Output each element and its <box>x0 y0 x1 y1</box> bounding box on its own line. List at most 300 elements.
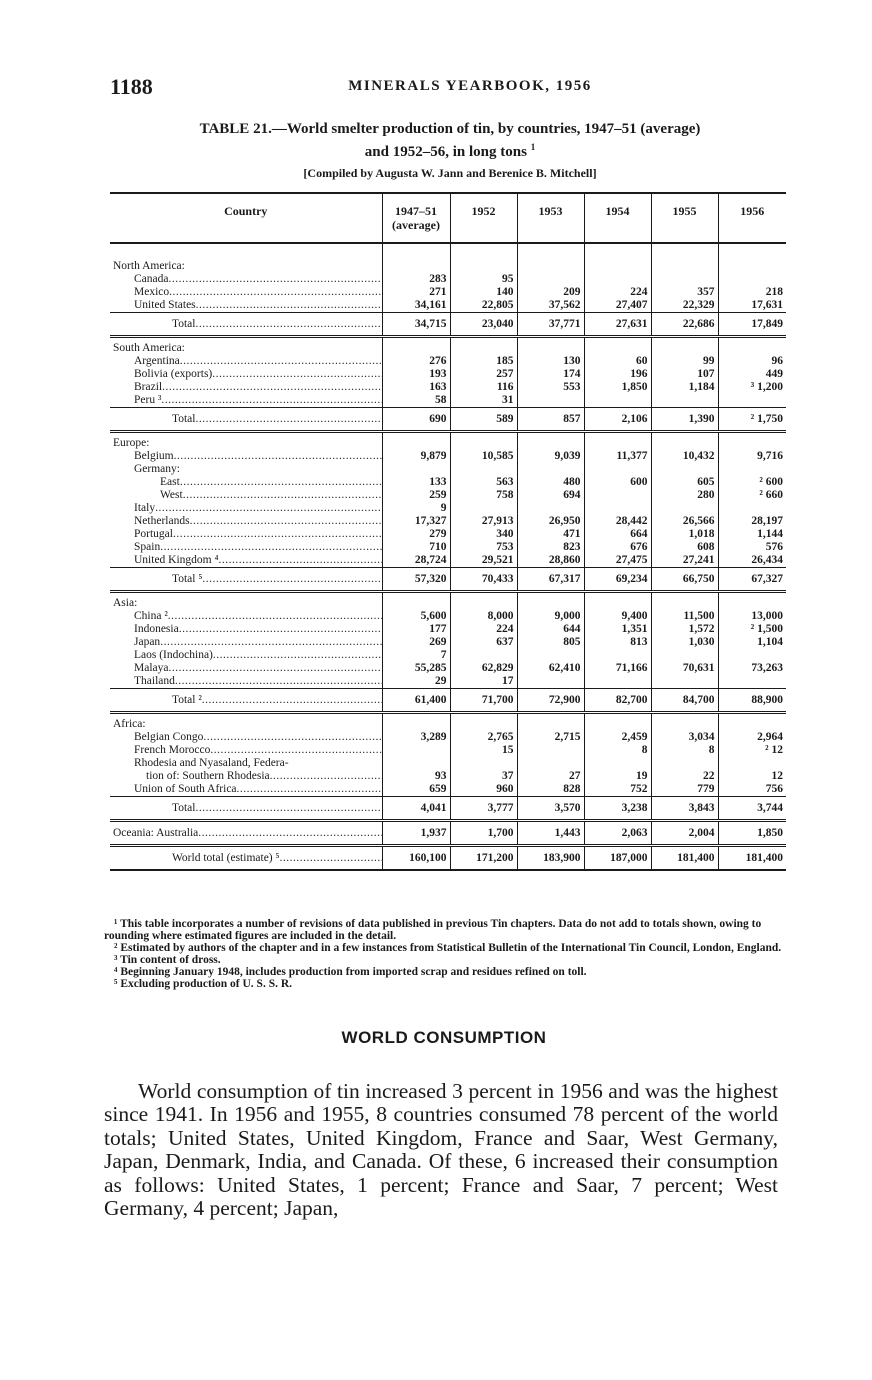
leader-dots <box>160 541 382 553</box>
table-cell <box>584 649 651 662</box>
table-cell <box>584 243 651 256</box>
row-label <box>110 432 382 451</box>
leader-dots <box>168 273 382 285</box>
table-cell: 67,317 <box>517 568 584 592</box>
row-label <box>110 489 382 502</box>
table-cell: 37,771 <box>517 313 584 337</box>
table-row <box>110 528 786 541</box>
table-compiled-by: [Compiled by Augusta W. Jann and Berenice B. Mitchell] <box>303 166 597 180</box>
table-cell: 66,750 <box>651 568 718 592</box>
section-heading: WORLD CONSUMPTION <box>341 1028 547 1047</box>
row-label <box>110 528 382 541</box>
row-label <box>110 744 382 757</box>
table-row <box>110 744 786 757</box>
table-cell: 93 <box>382 770 450 783</box>
leader-dots <box>202 694 382 706</box>
table-cell <box>584 337 651 356</box>
table-cell: 259 <box>382 489 450 502</box>
leader-dots <box>203 731 382 743</box>
table-cell: 589 <box>450 408 517 432</box>
row-label <box>110 394 382 408</box>
table-cell <box>382 744 450 757</box>
row-label-text: East <box>160 476 180 488</box>
table-cell: 26,566 <box>651 515 718 528</box>
row-label <box>110 770 382 783</box>
table-cell: 1,030 <box>651 636 718 649</box>
table-cell <box>718 592 786 611</box>
row-label-text: North America: <box>113 260 185 272</box>
table-cell: 960 <box>450 783 517 797</box>
table-cell: 1,443 <box>517 821 584 846</box>
table-cell: 160,100 <box>382 846 450 871</box>
table-cell: 73,263 <box>718 662 786 675</box>
row-label <box>110 662 382 675</box>
table-cell <box>718 256 786 273</box>
table-cell: 279 <box>382 528 450 541</box>
table-cell <box>718 394 786 408</box>
table-cell: 17,849 <box>718 313 786 337</box>
table-cell <box>584 489 651 502</box>
row-label-text: Canada <box>134 273 169 285</box>
table-cell <box>651 757 718 770</box>
row-label <box>110 273 382 286</box>
table-cell: 26,950 <box>517 515 584 528</box>
footnote: ⁵ Excluding production of U. S. S. R. <box>114 978 293 990</box>
table-cell: 3,570 <box>517 797 584 821</box>
leader-dots <box>161 394 382 406</box>
table-cell: 553 <box>517 381 584 394</box>
row-label <box>110 450 382 463</box>
table-cell: 8 <box>584 744 651 757</box>
table-cell: 576 <box>718 541 786 554</box>
table-cell: 15 <box>450 744 517 757</box>
footnote: ¹ This table incorporates a number of revisions of data published in previous Tin chapters. Data do not add to totals shown, owing to rounding where estimated figures are included in the detail. <box>104 918 762 942</box>
table-cell: 9,039 <box>517 450 584 463</box>
row-label <box>110 649 382 662</box>
table-row <box>110 675 786 689</box>
region-row <box>110 256 786 273</box>
table-cell: 67,327 <box>718 568 786 592</box>
table-cell: 17,327 <box>382 515 450 528</box>
row-label-text: China ² <box>134 610 168 622</box>
row-label-text: Japan <box>134 636 161 648</box>
table-cell: 62,410 <box>517 662 584 675</box>
row-label <box>110 243 382 256</box>
table-cell: 694 <box>517 489 584 502</box>
table-cell: 3,289 <box>382 731 450 744</box>
table-cell: 828 <box>517 783 584 797</box>
table-cell <box>584 432 651 451</box>
row-label <box>110 299 382 313</box>
table-cell: 2,964 <box>718 731 786 744</box>
row-label <box>110 381 382 394</box>
row-label-text: Indonesia <box>134 623 179 635</box>
leader-dots <box>280 852 382 864</box>
table-row <box>110 381 786 394</box>
table-cell <box>517 757 584 770</box>
table-cell: 26,434 <box>718 554 786 568</box>
row-label-text: tion of: Southern Rhodesia <box>146 770 270 782</box>
table-cell <box>584 713 651 732</box>
table-cell: 3,034 <box>651 731 718 744</box>
table-cell: 9,000 <box>517 610 584 623</box>
table-cell: 276 <box>382 355 450 368</box>
table-row <box>110 649 786 662</box>
table-cell: 11,377 <box>584 450 651 463</box>
region-row <box>110 432 786 451</box>
row-label-text: Asia: <box>113 597 138 609</box>
table-cell: 1,351 <box>584 623 651 636</box>
table-cell <box>651 463 718 476</box>
table-cell: 3,777 <box>450 797 517 821</box>
table-cell: 183,900 <box>517 846 584 871</box>
row-label <box>110 568 382 592</box>
row-label-text: Total ² <box>172 693 202 706</box>
row-label-text: Bolivia (exports) <box>134 368 213 380</box>
table-cell: 71,700 <box>450 689 517 713</box>
table-cell: 1,937 <box>382 821 450 846</box>
table-cell <box>517 592 584 611</box>
table-cell: 605 <box>651 476 718 489</box>
row-label-text: South America: <box>113 342 185 354</box>
table-cell: 2,106 <box>584 408 651 432</box>
table-cell <box>584 273 651 286</box>
table-row <box>110 394 786 408</box>
table-cell <box>517 394 584 408</box>
table-row <box>110 463 786 476</box>
row-label-text: Malaya <box>134 662 169 674</box>
table-cell <box>517 502 584 515</box>
table-cell: 224 <box>584 286 651 299</box>
table-cell <box>450 649 517 662</box>
row-label-text: United States <box>134 299 196 311</box>
table-cell: 2,765 <box>450 731 517 744</box>
leader-dots <box>179 623 382 635</box>
table-cell: 12 <box>718 770 786 783</box>
table-cell: 805 <box>517 636 584 649</box>
table-cell: 72,900 <box>517 689 584 713</box>
table-cell: 7 <box>382 649 450 662</box>
table-cell: 676 <box>584 541 651 554</box>
table-cell: 1,184 <box>651 381 718 394</box>
table-cell <box>382 757 450 770</box>
production-table <box>110 192 786 871</box>
table-row <box>110 662 786 675</box>
table-cell: 177 <box>382 623 450 636</box>
table-cell <box>450 256 517 273</box>
table-cell <box>718 649 786 662</box>
table-cell: 133 <box>382 476 450 489</box>
leader-dots <box>196 299 382 311</box>
table-cell: 19 <box>584 770 651 783</box>
table-cell: 96 <box>718 355 786 368</box>
leader-dots <box>168 610 382 622</box>
row-label-text: World total (estimate) ⁵ <box>172 851 280 864</box>
table-cell: 9,400 <box>584 610 651 623</box>
row-label-text: Peru ³ <box>134 394 162 406</box>
table-cell: 82,700 <box>584 689 651 713</box>
table-cell: 27,407 <box>584 299 651 313</box>
region-row <box>110 337 786 356</box>
footnotes <box>104 918 784 990</box>
table-cell <box>517 713 584 732</box>
table-cell <box>450 243 517 256</box>
row-label-text: Europe: <box>113 437 150 449</box>
column-header: 1955 <box>651 193 718 243</box>
total-row <box>110 568 786 592</box>
table-row <box>110 610 786 623</box>
row-label-text: Union of South Africa <box>134 783 237 795</box>
column-header: 1947–51 (average) <box>382 193 450 243</box>
leader-dots <box>162 381 382 393</box>
table-row <box>110 286 786 299</box>
table-cell: 752 <box>584 783 651 797</box>
table-cell <box>718 757 786 770</box>
footnote: ⁴ Beginning January 1948, includes production from imported scrap and residues refined on toll. <box>114 966 587 978</box>
table-cell: 600 <box>584 476 651 489</box>
row-label <box>110 554 382 568</box>
table-cell: 2,459 <box>584 731 651 744</box>
leader-dots <box>168 662 382 674</box>
row-label-text: French Morocco <box>134 744 211 756</box>
table-cell: 22,329 <box>651 299 718 313</box>
leader-dots <box>202 573 382 585</box>
row-label-text: Total ⁵ <box>172 572 203 585</box>
table-cell: 449 <box>718 368 786 381</box>
table-cell: 9,716 <box>718 450 786 463</box>
row-label <box>110 286 382 299</box>
table-title <box>110 120 790 161</box>
table-cell: 28,197 <box>718 515 786 528</box>
table-cell: 3,843 <box>651 797 718 821</box>
table-cell <box>651 337 718 356</box>
column-header: 1954 <box>584 193 651 243</box>
table-cell: ² 12 <box>718 744 786 757</box>
row-label-text: Total <box>172 412 196 425</box>
table-cell: 11,500 <box>651 610 718 623</box>
column-header: 1952 <box>450 193 517 243</box>
table-cell: 22,686 <box>651 313 718 337</box>
table-cell <box>517 649 584 662</box>
table-row <box>110 355 786 368</box>
table-cell: 99 <box>651 355 718 368</box>
table-cell: ² 1,500 <box>718 623 786 636</box>
table-cell: 1,104 <box>718 636 786 649</box>
table-cell: 357 <box>651 286 718 299</box>
table-cell: 71,166 <box>584 662 651 675</box>
table-row <box>110 273 786 286</box>
row-label <box>110 368 382 381</box>
table-cell <box>450 337 517 356</box>
table-row <box>110 368 786 381</box>
table-cell: 107 <box>651 368 718 381</box>
table-cell <box>517 744 584 757</box>
running-title: MINERALS YEARBOOK, 1956 <box>348 78 592 94</box>
table-cell <box>450 463 517 476</box>
table-cell <box>517 256 584 273</box>
table-cell: 218 <box>718 286 786 299</box>
table-cell: 563 <box>450 476 517 489</box>
table-row <box>110 783 786 797</box>
table-cell: 779 <box>651 783 718 797</box>
table-cell: 710 <box>382 541 450 554</box>
table-title-line2-wrap <box>110 138 790 161</box>
table-cell: 140 <box>450 286 517 299</box>
table-cell: 9 <box>382 502 450 515</box>
row-label <box>110 592 382 611</box>
table-cell <box>517 463 584 476</box>
leader-dots <box>210 744 382 756</box>
table-row <box>110 515 786 528</box>
table-cell: 28,724 <box>382 554 450 568</box>
table-cell: 659 <box>382 783 450 797</box>
table-cell: 193 <box>382 368 450 381</box>
table-cell: 185 <box>450 355 517 368</box>
table-cell: 84,700 <box>651 689 718 713</box>
table-cell <box>450 592 517 611</box>
table-cell <box>517 337 584 356</box>
table-row <box>110 299 786 313</box>
total-row <box>110 797 786 821</box>
table-cell: 70,433 <box>450 568 517 592</box>
table-cell: 1,850 <box>718 821 786 846</box>
table-cell <box>450 713 517 732</box>
row-label <box>110 476 382 489</box>
table-cell: 116 <box>450 381 517 394</box>
table-cell: 8,000 <box>450 610 517 623</box>
table-title-line1: TABLE 21.—World smelter production of tin, by countries, 1947–51 (average) <box>199 121 701 137</box>
row-label <box>110 355 382 368</box>
table-cell: 10,585 <box>450 450 517 463</box>
table-cell: 70,631 <box>651 662 718 675</box>
table-row <box>110 770 786 783</box>
table-cell <box>651 502 718 515</box>
table-cell: 22 <box>651 770 718 783</box>
table-cell: 756 <box>718 783 786 797</box>
leader-dots <box>195 318 382 330</box>
table-cell <box>651 713 718 732</box>
table-cell <box>718 713 786 732</box>
row-label-text: Belgium <box>134 450 174 462</box>
table-cell: 3,744 <box>718 797 786 821</box>
table-cell: 60 <box>584 355 651 368</box>
table-cell: 34,161 <box>382 299 450 313</box>
table-cell: 257 <box>450 368 517 381</box>
table-cell <box>651 243 718 256</box>
table-cell: ³ 1,200 <box>718 381 786 394</box>
table-cell: 5,600 <box>382 610 450 623</box>
table-cell: 37 <box>450 770 517 783</box>
table-cell: 171,200 <box>450 846 517 871</box>
table-cell: 9,879 <box>382 450 450 463</box>
table-row <box>110 846 786 871</box>
leader-dots <box>174 450 382 462</box>
table-cell: 31 <box>450 394 517 408</box>
table-cell: 2,063 <box>584 821 651 846</box>
table-cell <box>382 592 450 611</box>
table-cell <box>651 394 718 408</box>
row-label <box>110 675 382 689</box>
row-label <box>110 623 382 636</box>
table-cell <box>651 432 718 451</box>
table-cell: 753 <box>450 541 517 554</box>
row-label-text: Total <box>172 317 196 330</box>
leader-dots <box>190 515 382 527</box>
row-label <box>110 783 382 797</box>
row-label-text: Italy <box>134 502 156 514</box>
total-row <box>110 689 786 713</box>
table-cell <box>718 432 786 451</box>
row-label-text: Rhodesia and Nyasaland, Federa- <box>134 757 289 769</box>
table-cell: 283 <box>382 273 450 286</box>
table-cell: 187,000 <box>584 846 651 871</box>
leader-dots <box>195 413 382 425</box>
row-label-text: Portugal <box>134 528 173 540</box>
row-label <box>110 821 382 846</box>
table-cell: 95 <box>450 273 517 286</box>
table-cell: 813 <box>584 636 651 649</box>
table-cell <box>382 713 450 732</box>
leader-dots <box>219 554 382 566</box>
table-cell: 1,850 <box>584 381 651 394</box>
table-cell <box>718 463 786 476</box>
table-cell: 61,400 <box>382 689 450 713</box>
body-paragraph: World consumption of tin increased 3 percent in 1956 and was the highest since 1941. In 1956 and 1955, 8 countries consumed 78 percent of the world totals; United States, United Kingdom, France and Saar, West Germany, Japan, Denmark, India, and Canada. Of these, 6 increased their consumption as follows: United States, 1 percent; France and Saar, 7 percent; West Germany, 4 percent; Japan, <box>104 1078 778 1220</box>
footnote: ³ Tin content of dross. <box>114 954 221 966</box>
row-label <box>110 256 382 273</box>
leader-dots <box>169 286 382 298</box>
table-cell <box>651 273 718 286</box>
leader-dots <box>195 802 382 814</box>
table-cell: 23,040 <box>450 313 517 337</box>
table-cell: 27,475 <box>584 554 651 568</box>
table-cell: 1,390 <box>651 408 718 432</box>
row-label-text: Brazil <box>134 381 163 393</box>
table-cell <box>718 273 786 286</box>
table-cell: 27 <box>517 770 584 783</box>
column-header: 1956 <box>718 193 786 243</box>
table-row <box>110 489 786 502</box>
leader-dots <box>237 783 382 795</box>
table-cell <box>517 432 584 451</box>
row-label <box>110 541 382 554</box>
leader-dots <box>180 476 382 488</box>
table-cell: 17,631 <box>718 299 786 313</box>
table-cell <box>718 502 786 515</box>
row-label-text: Mexico <box>134 286 170 298</box>
table-cell <box>584 463 651 476</box>
table-cell: 62,829 <box>450 662 517 675</box>
table-header-row <box>110 193 786 243</box>
row-label <box>110 846 382 871</box>
row-label-text: Thailand <box>134 675 175 687</box>
table-cell: 10,432 <box>651 450 718 463</box>
leader-dots <box>198 827 382 839</box>
table-cell: 17 <box>450 675 517 689</box>
table-cell: 181,400 <box>651 846 718 871</box>
table-cell: 58 <box>382 394 450 408</box>
leader-dots <box>212 368 382 380</box>
page-header <box>110 74 790 104</box>
table-cell <box>450 502 517 515</box>
table-cell <box>382 243 450 256</box>
table-cell: 4,041 <box>382 797 450 821</box>
row-label <box>110 731 382 744</box>
table-cell: 340 <box>450 528 517 541</box>
row-label <box>110 713 382 732</box>
table-cell: 480 <box>517 476 584 489</box>
table-row <box>110 243 786 256</box>
